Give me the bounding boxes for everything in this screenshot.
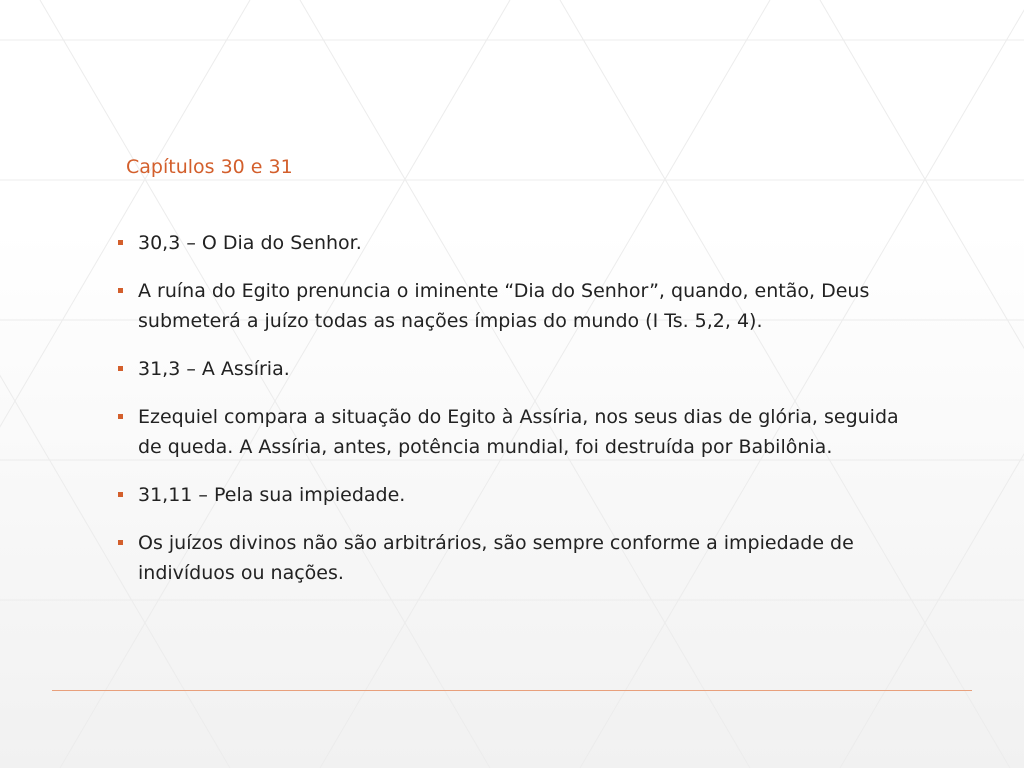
bullet-marker-icon [118,240,123,245]
bullet-item [118,354,918,384]
bullet-marker-icon [118,366,123,371]
bullet-text: A ruína do Egito prenuncia o iminente “Dia do Senhor”, quando, então, Deus submeterá a juízo todas as nações ímpias do mundo (I Ts. 5,2, 4). [138,280,870,332]
bullet-text: 30,3 – O Dia do Senhor. [138,232,362,254]
bullet-marker-icon [118,492,123,497]
bullet-marker-icon [118,540,123,545]
bullet-text: Os juízos divinos não são arbitrários, são sempre conforme a impiedade de indivíduos ou nações. [138,532,854,584]
bullet-list [118,228,918,606]
bullet-item [118,228,918,258]
bullet-text: 31,3 – A Assíria. [138,358,290,380]
bullet-text: 31,11 – Pela sua impiedade. [138,484,406,506]
bullet-item [118,528,918,588]
bullet-text: Ezequiel compara a situação do Egito à Assíria, nos seus dias de glória, seguida de queda. A Assíria, antes, potência mundial, foi destruída por Babilônia. [138,406,899,458]
bullet-item [118,480,918,510]
slide-title: Capítulos 30 e 31 [126,156,293,178]
bullet-marker-icon [118,414,123,419]
bullet-item [118,276,918,336]
bullet-marker-icon [118,288,123,293]
bullet-item [118,402,918,462]
footer-divider [52,690,972,691]
